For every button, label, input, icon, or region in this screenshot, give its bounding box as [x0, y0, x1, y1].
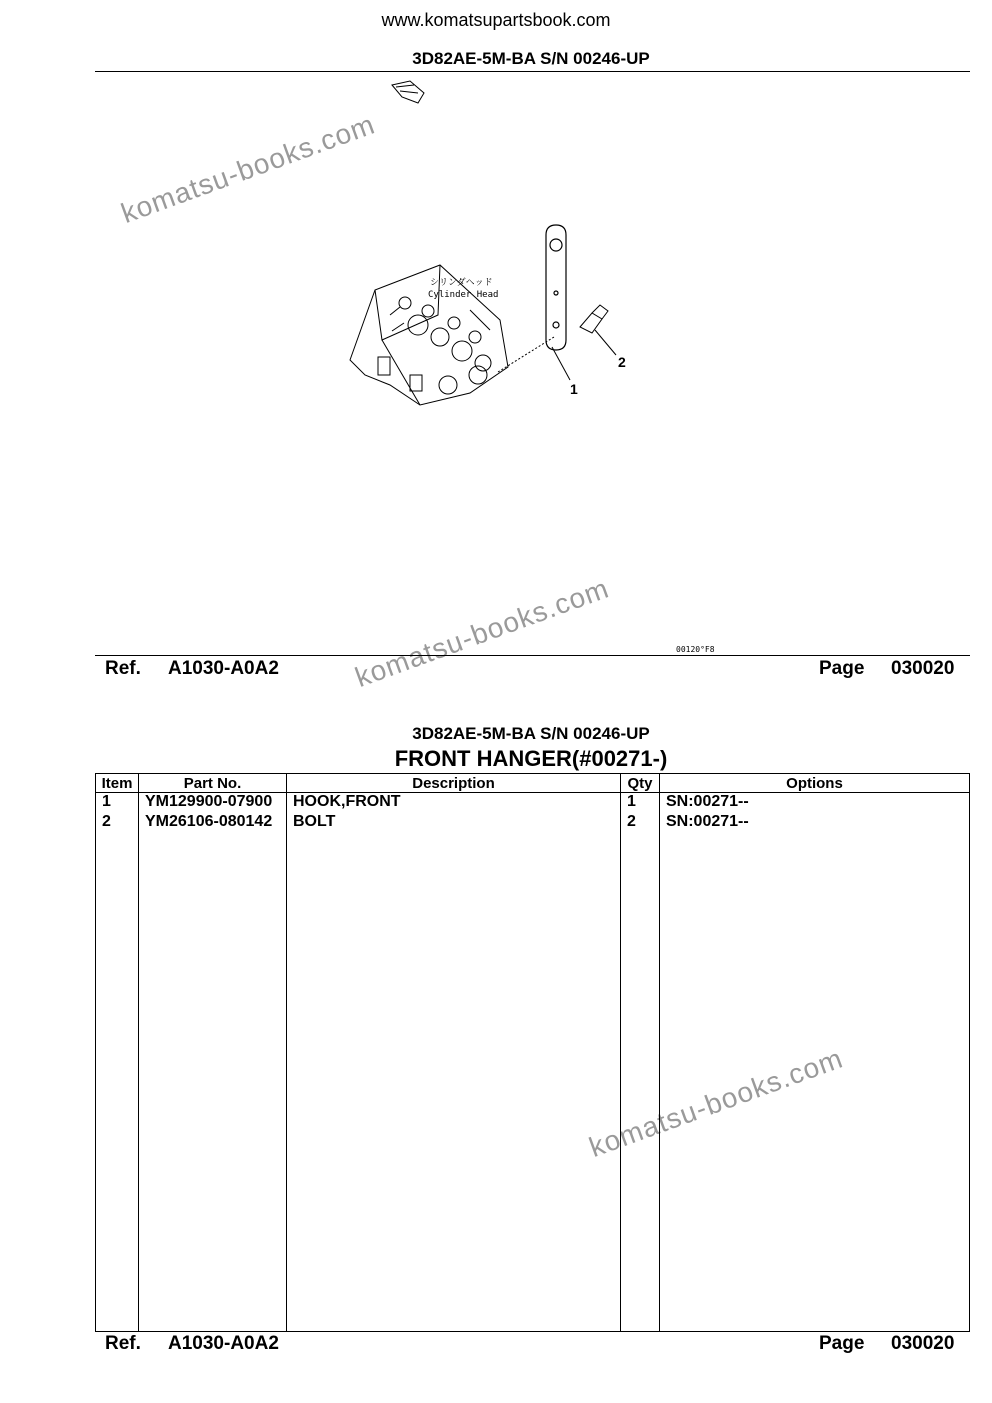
cell-item: 2	[96, 813, 139, 833]
ref-rule-upper	[95, 655, 970, 656]
drawing-label-en: Cylinder Head	[428, 290, 499, 300]
cell-part-no: YM129900-07900	[139, 793, 287, 814]
watermark-1: komatsu-books.com	[117, 108, 380, 230]
front-hook-drawing	[546, 225, 566, 350]
ref-label-upper: Ref.	[105, 658, 141, 679]
table-row	[96, 793, 970, 814]
column-header-qty: Qty	[621, 774, 660, 793]
column-header-item: Item	[96, 774, 139, 793]
ref-value-upper: A1030-A0A2	[168, 658, 279, 679]
cell-qty: 2	[621, 813, 660, 833]
cell-options: SN:00271--	[660, 813, 970, 833]
column-header-options: Options	[660, 774, 970, 793]
bolt-drawing	[580, 305, 608, 333]
column-header-description: Description	[287, 774, 621, 793]
parts-table	[95, 773, 970, 1332]
cell-qty: 1	[621, 793, 660, 814]
table-header-row	[96, 774, 970, 793]
cell-description: HOOK,FRONT	[287, 793, 621, 814]
table-filler-row	[96, 833, 970, 1332]
top-rule	[95, 71, 970, 72]
ref-label-lower: Ref.	[105, 1333, 141, 1354]
drawing-label-jp: シリンダヘッド	[430, 278, 493, 288]
parts-illustration	[330, 75, 640, 415]
model-heading-parts: 3D82AE-5M-BA S/N 00246-UP	[412, 724, 650, 743]
callout-2: 2	[618, 354, 626, 370]
ref-value-lower: A1030-A0A2	[168, 1333, 279, 1354]
watermark-3: komatsu-books.com	[585, 1042, 848, 1164]
page-label-lower: Page	[819, 1333, 865, 1354]
website-header: www.komatsupartsbook.com	[381, 10, 611, 30]
watermark-2: komatsu-books.com	[351, 572, 614, 694]
cell-description: BOLT	[287, 813, 621, 833]
column-header-part-no: Part No.	[139, 774, 287, 793]
drawing-code: 00120°F8	[676, 645, 715, 654]
callout-1: 1	[570, 381, 578, 397]
cell-item: 1	[96, 793, 139, 814]
cell-part-no: YM26106-080142	[139, 813, 287, 833]
page-value-lower: 030020	[891, 1333, 955, 1354]
cell-options: SN:00271--	[660, 793, 970, 814]
page-label-upper: Page	[819, 658, 865, 679]
table-row	[96, 813, 970, 833]
parts-title: FRONT HANGER(#00271-)	[394, 746, 668, 771]
leader-lines	[498, 330, 616, 380]
direction-arrow-icon	[392, 81, 424, 103]
page-value-upper: 030020	[891, 658, 955, 679]
model-heading-top: 3D82AE-5M-BA S/N 00246-UP	[412, 49, 650, 68]
